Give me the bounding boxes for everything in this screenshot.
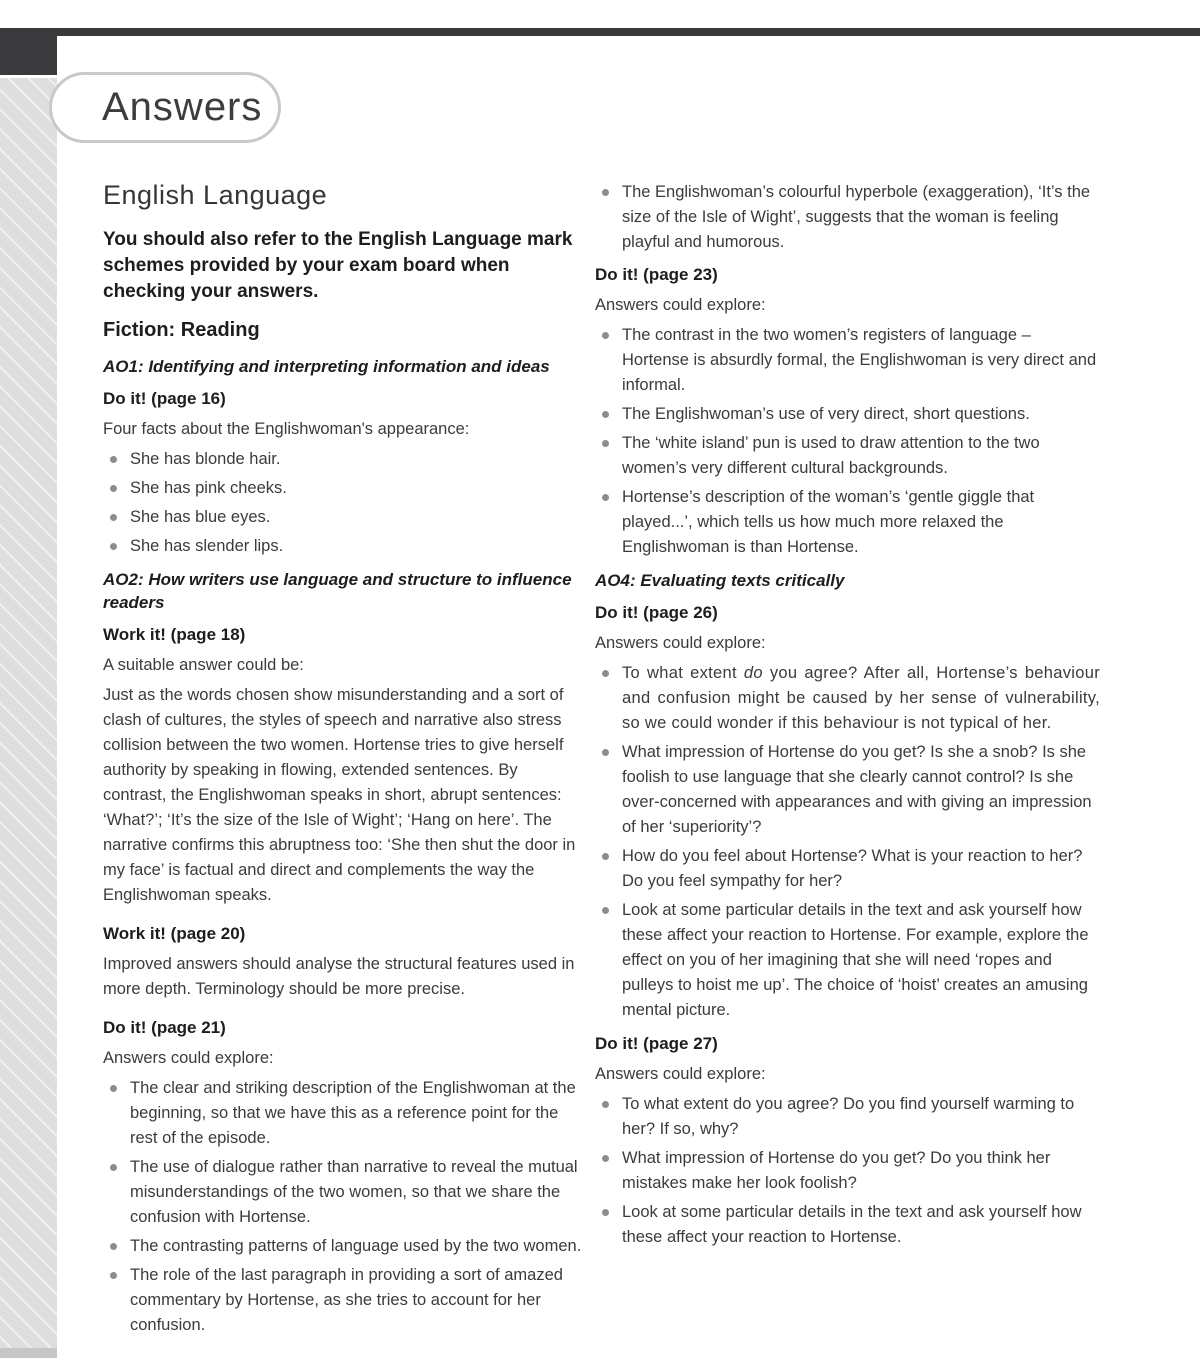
list-item-text: The ‘white island’ pun is used to draw attention to the two women’s very different cultural backgrounds. <box>622 434 1040 477</box>
left-column <box>103 180 585 1346</box>
heading-do-it-page-23: Do it! (page 23) <box>595 265 718 284</box>
list-item <box>595 180 1100 255</box>
list-item <box>103 1076 585 1151</box>
list-item-text: The role of the last paragraph in providing a sort of amazed commentary by Hortense, as she tries to account for her confusion. <box>130 1266 563 1334</box>
list-item <box>595 431 1100 481</box>
bullet-dot-icon <box>110 1085 117 1092</box>
carryover-list <box>595 180 1100 255</box>
heading-work-it-page-18: Work it! (page 18) <box>103 625 246 644</box>
list-item-text: The contrast in the two women’s registers of language – Hortense is absurdly formal, the Englishwoman is very direct and informal. <box>622 326 1097 394</box>
answers-could-explore-lead: Answers could explore: <box>595 296 766 314</box>
list-item <box>103 505 585 530</box>
list-item <box>103 1263 585 1338</box>
list-item-text: The Englishwoman’s use of very direct, short questions. <box>622 405 1030 423</box>
side-strip-bottom-block <box>0 1348 57 1358</box>
answers-could-explore-lead: Answers could explore: <box>103 1049 274 1067</box>
bullet-dot-icon <box>602 853 609 860</box>
bullet-dot-icon <box>602 1209 609 1216</box>
heading-do-it-page-16: Do it! (page 16) <box>103 389 226 408</box>
four-facts-lead: Four facts about the Englishwoman's appearance: <box>103 420 470 438</box>
list-item <box>595 1146 1100 1196</box>
heading-fiction-reading: Fiction: Reading <box>103 319 260 341</box>
list-item-text: She has blonde hair. <box>130 450 281 468</box>
bullet-dot-icon <box>110 1272 117 1279</box>
list-item-text: The Englishwoman’s colourful hyperbole (exaggeration), ‘It’s the size of the Isle of Wight’, suggests that the woman is feeling playful and humorous. <box>622 183 1091 251</box>
explore-list-page-27 <box>595 1092 1100 1250</box>
bullet-dot-icon <box>602 189 609 196</box>
bullet-dot-icon <box>602 670 609 677</box>
answers-chapter-tab <box>49 72 281 143</box>
facts-list <box>103 447 585 559</box>
suitable-answer-lead: A suitable answer could be: <box>103 656 304 674</box>
bullet-dot-icon <box>602 332 609 339</box>
answers-could-explore-lead: Answers could explore: <box>595 1065 766 1083</box>
bullet-dot-icon <box>602 411 609 418</box>
bullet-dot-icon <box>602 907 609 914</box>
bullet-dot-icon <box>110 485 117 492</box>
explore-list-page-26 <box>595 661 1100 1023</box>
bullet-dot-icon <box>602 749 609 756</box>
explore-list-page-23 <box>595 323 1100 560</box>
heading-do-it-page-27: Do it! (page 27) <box>595 1034 718 1053</box>
list-item <box>595 323 1100 398</box>
list-item-text: The use of dialogue rather than narrative to reveal the mutual misunderstandings of the two women, so that we share the confusion with Hortense. <box>130 1158 578 1226</box>
list-item-text: What impression of Hortense do you get? Is she a snob? Is she foolish to use language that she clearly cannot control? Is she over-concerned with appearances and with giving an impression of her ‘superiority’? <box>622 743 1092 836</box>
model-answer-paragraph: Just as the words chosen show misunderstanding and a sort of clash of cultures, the styles of speech and narrative also stress collision between the two women. Hortense tries to give herself authority by speaking in flowing, extended sentences. By contrast, the Englishwoman speaks in short, abrupt sentences: ‘What?’; ‘It’s the size of the Isle of Wight’; ‘Hang on here’. The narrative confirms this abruptness too: ‘She then shut the door in my face’ is factual and direct and complements the way the Englishwoman speaks. <box>103 686 576 904</box>
chapter-tab-label: Answers <box>102 85 263 129</box>
corner-block <box>0 28 57 75</box>
bullet-dot-icon <box>110 1164 117 1171</box>
list-item <box>103 1234 585 1259</box>
list-item-text: you agree? After all, Hortense’s behaviour and confusion might be caused by her sense of vulnerability, so we could wonder if this behaviour is not typical of her. <box>622 664 1101 732</box>
explore-list-page-21 <box>103 1076 585 1338</box>
list-item-text: The clear and striking description of the Englishwoman at the beginning, so that we have this as a reference point for the rest of the episode. <box>130 1079 576 1147</box>
heading-do-it-page-26: Do it! (page 26) <box>595 603 718 622</box>
list-item <box>595 898 1100 1023</box>
list-item <box>595 485 1100 560</box>
bullet-dot-icon <box>602 440 609 447</box>
list-item-text: She has slender lips. <box>130 537 284 555</box>
list-item <box>595 1200 1100 1250</box>
list-item <box>103 447 585 472</box>
heading-ao1: AO1: Identifying and interpreting information and ideas <box>103 357 550 376</box>
bullet-dot-icon <box>110 1243 117 1250</box>
list-item-text: She has pink cheeks. <box>130 479 287 497</box>
list-item-text: The contrasting patterns of language used by the two women. <box>130 1237 582 1255</box>
top-bar <box>0 28 1200 36</box>
bullet-dot-icon <box>602 494 609 501</box>
list-item <box>595 740 1100 840</box>
emphasised-word: do <box>743 664 763 682</box>
list-item <box>103 1155 585 1230</box>
list-item <box>103 534 585 559</box>
section-title-english-language: English Language <box>103 180 328 210</box>
list-item-text: How do you feel about Hortense? What is your reaction to her? Do you feel sympathy for her? <box>622 847 1083 890</box>
bullet-dot-icon <box>110 514 117 521</box>
improved-answers-paragraph: Improved answers should analyse the structural features used in more depth. Terminology should be more precise. <box>103 955 575 998</box>
list-item <box>595 402 1100 427</box>
list-item <box>595 661 1100 736</box>
intro-note: You should also refer to the English Language mark schemes provided by your exam board when checking your answers. <box>103 229 573 302</box>
bullet-dot-icon <box>110 543 117 550</box>
list-item-text: To what extent <box>622 664 744 682</box>
list-item <box>595 1092 1100 1142</box>
list-item-text: To what extent do you agree? Do you find yourself warming to her? If so, why? <box>622 1095 1075 1138</box>
heading-ao4: AO4: Evaluating texts critically <box>595 571 845 590</box>
list-item-text: She has blue eyes. <box>130 508 271 526</box>
list-item-text: Look at some particular details in the text and ask yourself how these affect your reaction to Hortense. For example, explore the effect on you of her imagining that she will need ‘ropes and pulleys to hoist me up’. The choice of ‘hoist’ creates an amusing mental picture. <box>622 901 1089 1019</box>
side-strip <box>0 78 57 1358</box>
right-column <box>595 180 1100 1258</box>
bullet-dot-icon <box>110 456 117 463</box>
list-item-text: What impression of Hortense do you get? Do you think her mistakes make her look foolish? <box>622 1149 1051 1192</box>
heading-do-it-page-21: Do it! (page 21) <box>103 1018 226 1037</box>
bullet-dot-icon <box>602 1101 609 1108</box>
bullet-dot-icon <box>602 1155 609 1162</box>
heading-ao2: AO2: How writers use language and structure to influence readers <box>103 570 572 612</box>
list-item <box>103 476 585 501</box>
list-item-text: Look at some particular details in the text and ask yourself how these affect your reaction to Hortense. <box>622 1203 1082 1246</box>
list-item-text: Hortense’s description of the woman’s ‘gentle giggle that played...’, which tells us how much more relaxed the Englishwoman is than Hortense. <box>622 488 1035 556</box>
list-item <box>595 844 1100 894</box>
heading-work-it-page-20: Work it! (page 20) <box>103 924 246 943</box>
answers-could-explore-lead: Answers could explore: <box>595 634 766 652</box>
